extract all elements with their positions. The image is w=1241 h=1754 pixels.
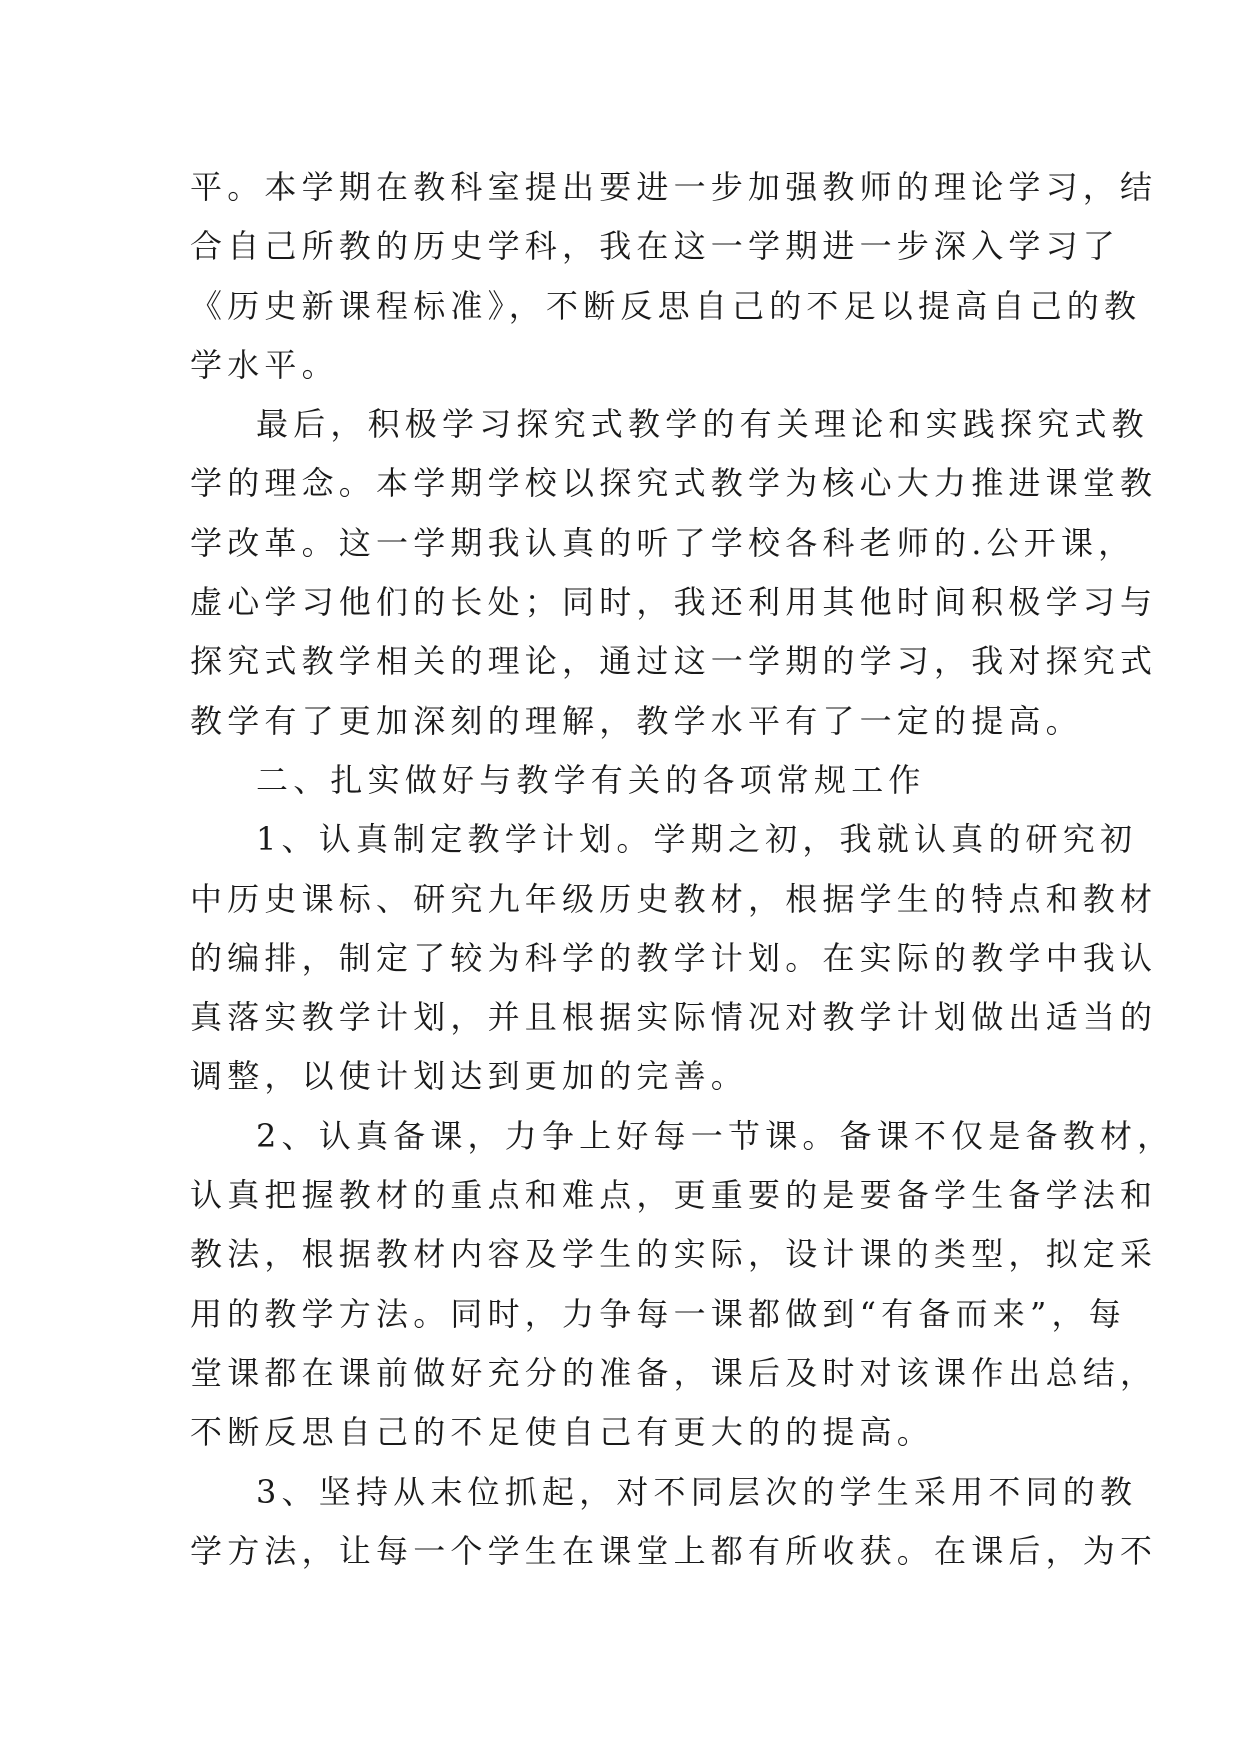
text-line: 学方法，让每一个学生在课堂上都有所收获。在课后，为不 xyxy=(190,1531,1158,1570)
text-line: 虚心学习他们的长处；同时，我还利用其他时间积极学习与 xyxy=(190,583,1158,622)
text-line: 合自己所教的历史学科，我在这一学期进一步深入学习了 xyxy=(190,227,1121,266)
text-line: 真落实教学计划，并且根据实际情况对教学计划做出适当的 xyxy=(190,998,1158,1037)
paragraph-first-line: 2、认真备课，力争上好每一节课。备课不仅是备教材， xyxy=(256,1116,1175,1155)
text-line: 学改革。这一学期我认真的听了学校各科老师的.公开课， xyxy=(190,523,1136,562)
text-line: 教法，根据教材内容及学生的实际，设计课的类型，拟定采 xyxy=(190,1235,1158,1274)
text-line: 用的教学方法。同时，力争每一课都做到“有备而来”，每 xyxy=(190,1294,1126,1333)
text-line: 教学有了更加深刻的理解，教学水平有了一定的提高。 xyxy=(190,701,1083,740)
text-line: 学水平。 xyxy=(190,345,339,384)
text-line: 学的理念。本学期学校以探究式教学为核心大力推进课堂教 xyxy=(190,464,1158,503)
text-line: 平。本学期在教科室提出要进一步加强教师的理论学习，结 xyxy=(190,168,1158,206)
text-line: 的编排，制定了较为科学的教学计划。在实际的教学中我认 xyxy=(190,938,1158,977)
text-line: 《历史新课程标准》，不断反思自己的不足以提高自己的教 xyxy=(190,286,1142,325)
text-line: 堂课都在课前做好充分的准备，课后及时对该课作出总结， xyxy=(190,1353,1158,1392)
text-line: 探究式教学相关的理论，通过这一学期的学习，我对探究式 xyxy=(190,642,1158,681)
paragraph-first-line: 二、扎实做好与教学有关的各项常规工作 xyxy=(256,760,926,799)
paragraph-first-line: 3、坚持从末位抓起，对不同层次的学生采用不同的教 xyxy=(256,1472,1138,1511)
text-line: 中历史课标、研究九年级历史教材，根据学生的特点和教材 xyxy=(190,879,1158,918)
text-line: 不断反思自己的不足使自己有更大的的提高。 xyxy=(190,1413,935,1452)
paragraph-first-line: 最后，积极学习探究式教学的有关理论和实践探究式教 xyxy=(256,405,1149,444)
paragraph-first-line: 1、认真制定教学计划。学期之初，我就认真的研究初 xyxy=(256,820,1138,859)
text-line: 调整，以使计划达到更加的完善。 xyxy=(190,1057,749,1096)
text-line: 认真把握教材的重点和难点，更重要的是要备学生备学法和 xyxy=(190,1176,1158,1215)
body-text xyxy=(190,158,1175,1581)
